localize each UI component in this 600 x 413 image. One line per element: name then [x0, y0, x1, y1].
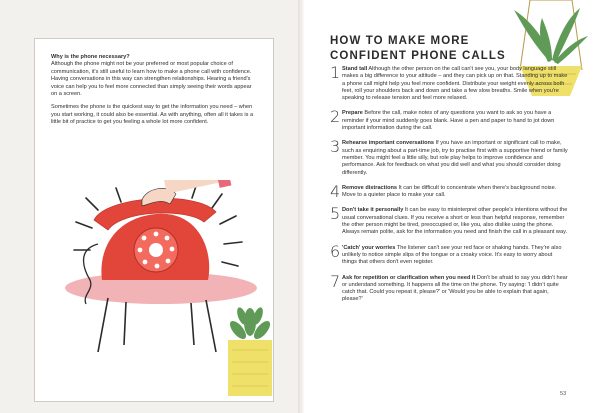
tip-text: If you have an important or significant call to make, such as enquiring about a part-time job, try to practise first with a supportive friend or family member. You might feel a little silly, but role play helps to improve confidence and performance. Ask for feedback on what you did well and what you should consider doing differently. — [342, 140, 568, 176]
tip-number: 1 — [330, 63, 341, 82]
plant-pot — [228, 340, 272, 396]
table-legs — [98, 298, 216, 352]
tip-lead: Ask for repetition or clarification when you need it — [342, 274, 476, 281]
card-question: Why is the phone necessary? — [51, 54, 130, 60]
tip-lead: Don't take it personally — [342, 207, 404, 214]
tip-text: Although the other person on the call can't see you, your body language still makes a big difference to your attitude – and they can pick up on that. Standing up to make a phone call might help you feel more confident. Distribute your weight evenly across both feet, roll your shoulders back and down and take a few slow breaths. Smile when you're speaking to release tension and feel more relaxed. — [342, 66, 568, 102]
tip-text: Don't be afraid to say you didn't hear or understand something. It happens all the time on the phone. Try saying: 'I didn't quite catch that. Could you repeat it, please?' or 'Would you be able to explain that again, please?' — [342, 274, 568, 303]
list-item — [330, 271, 568, 304]
tip-number: 4 — [330, 181, 341, 201]
tip-number: 2 — [330, 107, 341, 127]
list-item — [330, 241, 568, 267]
tip-text: Before the call, make notes of any questions you want to ask so you have a reminder if your mind suddenly goes blank. Have a pen and paper to hand to jot down important information during the call. — [342, 110, 555, 132]
page-number: 53 — [560, 391, 567, 397]
tip-lead: Remove distractions — [342, 184, 398, 191]
list-item — [330, 107, 568, 132]
page-title: HOW TO MAKE MORE CONFIDENT PHONE CALLS — [330, 35, 506, 62]
tip-lead: Prepare — [342, 110, 363, 117]
card-paragraph-1 — [51, 54, 259, 98]
card-paragraph-1-text: Although the phone might not be your preferred or most popular choice of communication, it's still useful to learn how to make a phone call with confidence. Having conversations in this way can strengthen relationships. Hearing a friend's voice can help you to feel more connected than simply seeing their words appear on a screen. — [51, 61, 252, 98]
tip-number: 7 — [330, 271, 341, 291]
plant-leaves — [227, 306, 273, 341]
tip-text: The listener can't see your red face or shaking hands. They're also unlikely to notice simple slips of the tongue or a croaky voice. It's easy to worry about things that others don't even register. — [342, 244, 562, 266]
tip-lead: Rehearse important conversations — [342, 140, 435, 147]
tip-number: 3 — [330, 137, 341, 157]
tip-text: It can be difficult to concentrate when there's background noise. Move to a quieter place to make your call. — [342, 184, 557, 199]
dial-center — [149, 243, 163, 257]
tips-list — [330, 63, 568, 312]
card-text — [51, 54, 259, 133]
tip-number: 6 — [330, 241, 341, 261]
tip-lead: Stand tall — [342, 66, 368, 72]
list-item — [330, 181, 568, 201]
list-item — [330, 204, 568, 236]
tip-lead: 'Catch' your worries — [342, 244, 396, 251]
potted-plant-icon — [222, 300, 280, 400]
list-item — [330, 137, 568, 176]
tip-number: 5 — [330, 204, 341, 224]
tip-text: It can be easy to misinterpret other people's intentions without the usual conversational clues. If you receive a short or less than helpful response, remember the other person might be tired, preoccupied or, like you, also dislike using the phone. Always remain polite, ask for the information you need and finish the call in a pleasant way. — [342, 207, 568, 236]
card-paragraph-2: Sometimes the phone is the quickest way to get the information you need – when you start working, it could also be essential. As with anything, often all it takes is a little bit of practice to get you feeling a whole lot more confident. — [51, 104, 254, 126]
list-item — [330, 63, 568, 102]
